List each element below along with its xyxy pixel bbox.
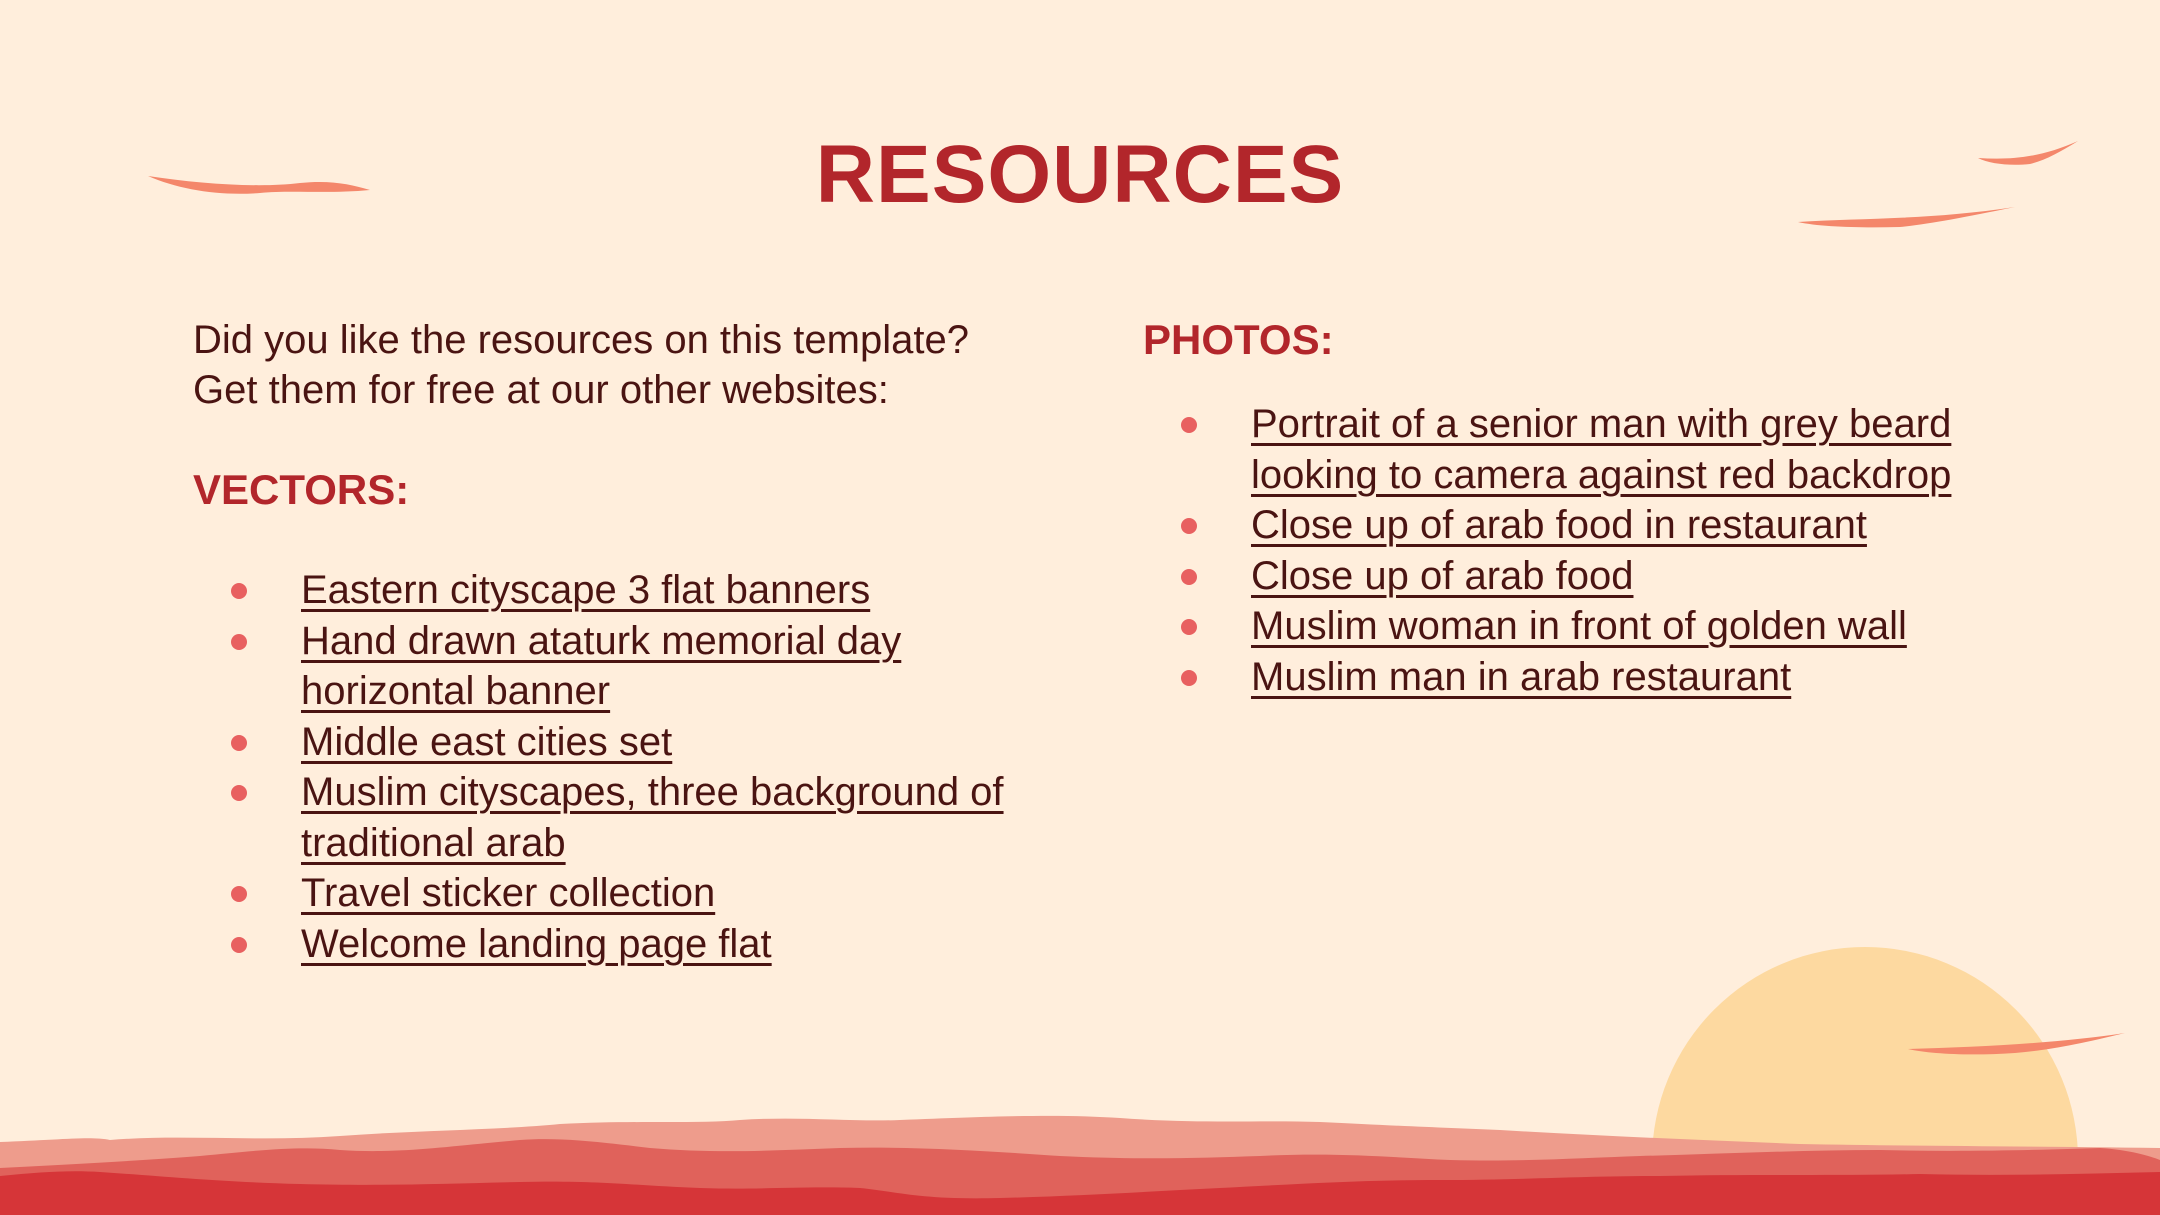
list-item	[1143, 551, 2023, 602]
list-item	[1143, 399, 2023, 500]
list-item	[193, 616, 1073, 717]
intro-line-1: Did you like the resources on this template?	[193, 318, 969, 362]
photo-link-senior-man[interactable]: Portrait of a senior man with grey beard looking to camera against red backdrop	[1251, 402, 1952, 497]
photo-link-muslim-woman[interactable]: Muslim woman in front of golden wall	[1251, 604, 1907, 648]
photos-list	[1143, 399, 2023, 702]
photo-link-muslim-man[interactable]: Muslim man in arab restaurant	[1251, 654, 1792, 699]
photo-link-arab-food[interactable]: Close up of arab food	[1251, 553, 1634, 598]
sun-shape	[1652, 947, 2078, 1160]
photos-heading: PHOTOS:	[1143, 316, 1334, 363]
photos-column	[1143, 315, 2023, 702]
vectors-list	[193, 565, 1073, 969]
intro-line-2: Get them for free at our other websites:	[193, 368, 889, 412]
vector-link-muslim-cityscapes[interactable]: Muslim cityscapes, three background of traditional arab	[301, 770, 1004, 865]
bullet-icon	[231, 634, 247, 650]
vector-link-middle-east-cities[interactable]: Middle east cities set	[301, 719, 673, 764]
bullet-icon	[1181, 670, 1197, 686]
list-item	[1143, 500, 2023, 551]
vector-link-eastern-cityscape[interactable]: Eastern cityscape 3 flat banners	[301, 568, 871, 612]
bullet-icon	[1181, 619, 1197, 635]
bullet-icon	[231, 886, 247, 902]
bullet-icon	[1181, 569, 1197, 585]
bullet-icon	[231, 735, 247, 751]
bullet-icon	[1181, 417, 1197, 433]
vector-link-welcome-landing[interactable]: Welcome landing page flat	[301, 921, 772, 966]
vector-link-ataturk-banner[interactable]: Hand drawn ataturk memorial day horizontal banner	[301, 618, 902, 713]
vector-link-travel-stickers[interactable]: Travel sticker collection	[301, 871, 716, 915]
list-item	[193, 868, 1073, 919]
bullet-icon	[231, 937, 247, 953]
photo-link-arab-food-restaurant[interactable]: Close up of arab food in restaurant	[1251, 503, 1867, 547]
vectors-heading: VECTORS:	[193, 466, 410, 513]
list-item	[193, 717, 1073, 768]
list-item	[1143, 652, 2023, 703]
list-item	[193, 565, 1073, 616]
slide-title: RESOURCES	[815, 129, 1345, 220]
bullet-icon	[231, 583, 247, 599]
list-item	[193, 919, 1073, 970]
bullet-icon	[1181, 518, 1197, 534]
bullet-icon	[231, 785, 247, 801]
vectors-column	[193, 315, 1073, 969]
list-item	[1143, 601, 2023, 652]
list-item	[193, 767, 1073, 868]
